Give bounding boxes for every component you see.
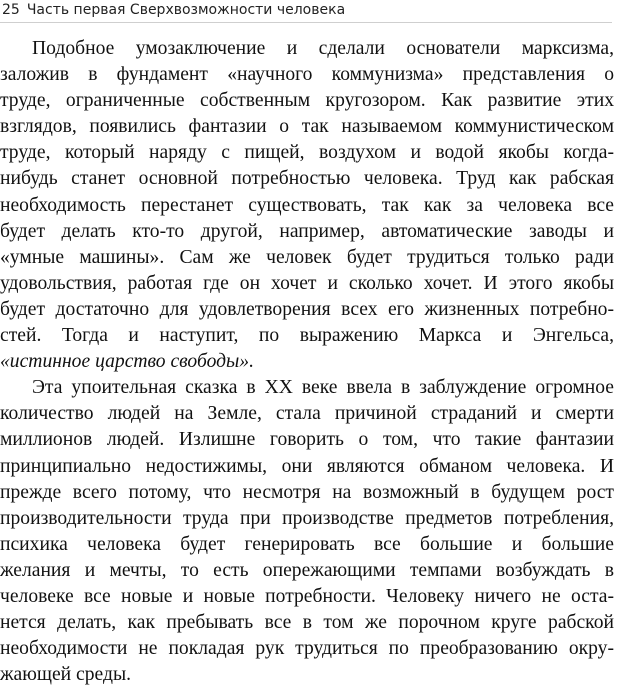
page-number: 25	[2, 2, 20, 18]
text-line: удовольствия, работая где он хочет и сколько хочет. И этого якобы	[0, 272, 614, 294]
text-line: необходимости не покладая рук трудиться по преобразованию окру-	[0, 638, 614, 660]
running-header	[0, 0, 612, 23]
text-line: заложив в фундамент «научного коммунизма» представления о	[0, 64, 614, 86]
text-line: «умные машины». Сам же человек будет трудиться только ради	[0, 246, 614, 268]
text-line: необходимость перестанет существовать, так как за человека все	[0, 194, 614, 216]
text-line: прежде всего потому, что несмотря на возможный в будущем рост	[0, 481, 614, 503]
text-line: нется делать, как пребывать все в том же порочном круге рабской	[0, 612, 614, 634]
text-line: человеке все новые и новые потребности. Человеку ничего не оста-	[0, 585, 614, 607]
text-line: стей. Тогда и наступит, по выражению Маркса и Энгельса,	[0, 325, 614, 347]
text-line: нибудь станет основной потребностью человека. Труд как рабская	[0, 168, 614, 190]
running-title: Часть первая Сверхвозможности человека	[26, 2, 346, 18]
paragraph	[0, 375, 614, 688]
text-line: труде, ограниченные собственным кругозором. Как развитие этих	[0, 90, 614, 112]
text-line: принципиально недостижимы, они являются обманом человека. И	[0, 455, 614, 477]
body-text	[0, 36, 614, 688]
text-line: жающей среды.	[0, 664, 132, 686]
text-line: психика человека будет генерировать все большие и большие	[0, 533, 614, 555]
paragraph	[0, 36, 614, 375]
text-line: будет делать кто-то другой, например, автоматические заводы и	[0, 220, 614, 242]
text-line: количество людей на Земле, стала причиной страданий и смерти	[0, 403, 614, 425]
italic-quote-line: «истинное царство свободы».	[0, 351, 254, 373]
text-line: будет достаточно для удовлетворения всех его жизненных потребно-	[0, 298, 614, 320]
text-line: миллионов людей. Излишне говорить о том, что такие фантазии	[0, 429, 614, 451]
text-line: Подобное умозаключение и сделали основатели марксизма,	[32, 38, 614, 59]
text-line: взглядов, появились фантазии о так называемом коммунистическом	[0, 116, 614, 138]
text-line: труде, который наряду с пищей, воздухом и водой якобы когда-	[0, 142, 614, 164]
text-line: производительности труда при производстве предметов потребления,	[0, 507, 614, 529]
text-line: Эта упоительная сказка в XX веке ввела в заблуждение огромное	[32, 377, 614, 399]
text-line: желания и мечты, то есть опережающими темпами возбуждать в	[0, 559, 614, 581]
